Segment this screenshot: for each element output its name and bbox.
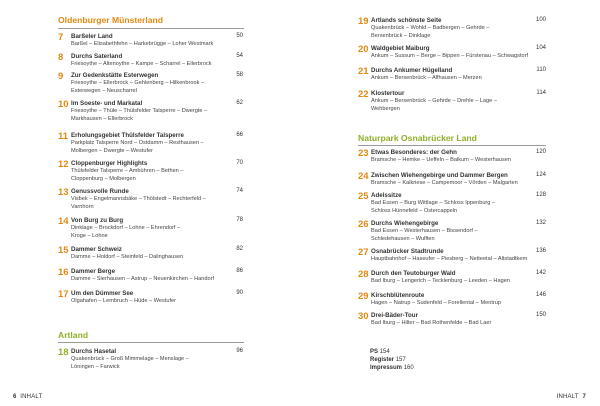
toc-entry-title: Kirschblütenroute bbox=[371, 292, 425, 299]
toc-entry-title: Dammer Berge bbox=[71, 268, 116, 275]
toc-entry-page: 82 bbox=[236, 246, 243, 252]
toc-entry-number: 21 bbox=[358, 66, 369, 77]
toc-entry-page: 100 bbox=[535, 17, 546, 23]
toc-entry-route: Ankum – Bersenbrück – Gehrde – Drehle – Lage – bbox=[371, 98, 497, 104]
toc-entry-number: 7 bbox=[58, 32, 64, 43]
footer-right bbox=[557, 394, 586, 400]
index-impressum-label: Impressum bbox=[370, 365, 403, 371]
toc-entry-route: Damme – Holdorf – Steinfeld – Dalinghausen bbox=[71, 254, 184, 260]
index-ps-label: PS bbox=[370, 349, 379, 355]
toc-entry-route: Damme – Sierhausen – Astrup – Neuenkirchen – Handorf bbox=[71, 276, 215, 282]
toc-entry-number: 23 bbox=[358, 148, 369, 159]
section-rule bbox=[58, 28, 244, 29]
toc-entry-page: 128 bbox=[535, 192, 546, 198]
toc-entry-page: 66 bbox=[236, 132, 243, 138]
toc-entry-number: 10 bbox=[58, 99, 69, 110]
toc-entry-page: 74 bbox=[236, 188, 243, 194]
toc-entry-title: Osnabrücker Stadtrunde bbox=[371, 248, 444, 255]
toc-entry-number: 18 bbox=[58, 347, 69, 358]
toc-entry-page: 114 bbox=[536, 90, 546, 96]
toc-entry-number: 17 bbox=[58, 289, 69, 300]
toc-entry-title: Erholungsgebiet Thülsfelder Talsperre bbox=[71, 132, 184, 139]
section-title-naturpark: Naturpark Osnabrücker Land bbox=[358, 133, 477, 143]
toc-entry-title: Artlands schönste Seite bbox=[371, 17, 442, 24]
toc-entry-title: Drei-Bäder-Tour bbox=[371, 312, 418, 319]
toc-entry-title: Klostertour bbox=[371, 90, 405, 97]
section-title-oldenburger: Oldenburger Münsterland bbox=[58, 15, 164, 25]
toc-entry-number: 13 bbox=[58, 187, 69, 198]
index-register-label: Register bbox=[370, 357, 395, 363]
toc-entry-title: Zwischen Wiehengebirge und Dammer Bergen bbox=[371, 172, 508, 179]
toc-entry-page: 104 bbox=[535, 45, 546, 51]
toc-entry-page: 146 bbox=[535, 292, 546, 298]
toc-entry-page: 58 bbox=[236, 72, 243, 78]
toc-entry-route: Schledehausen – Wulften bbox=[371, 236, 435, 242]
toc-entry-number: 20 bbox=[358, 44, 369, 55]
toc-entry-number: 27 bbox=[358, 247, 369, 258]
toc-entry-title: Durchs Wiehengebirge bbox=[371, 220, 439, 227]
toc-entry-title: Im Soeste- und Markatal bbox=[71, 100, 143, 107]
toc-entry-title: Durchs Saterland bbox=[71, 53, 123, 60]
toc-entry-route: Cloppenburg – Molbergen bbox=[71, 176, 136, 182]
toc-entry-route: Bad Essen – Burg Wittlage – Schloss Ippenburg – bbox=[371, 200, 496, 206]
toc-entry-route: Barßel – Elisabethfehn – Harkebrügge – Loher Westmark bbox=[71, 41, 214, 47]
footer-page-number: 6 bbox=[13, 394, 17, 400]
toc-entry-page: 54 bbox=[236, 53, 243, 59]
toc-entry-route: Friesoythe – Ellerbrock – Gehlenberg – Hilkenbrook – bbox=[71, 80, 205, 86]
toc-entry-title: Barßeler Land bbox=[71, 33, 113, 40]
toc-entry-route: Varnhorn bbox=[71, 204, 94, 210]
toc-entry-route: Bersenbrück – Dinklage bbox=[371, 33, 431, 39]
toc-entry-route: Hauptbahnhof – Haseufer – Piesberg – Netteetal – Altstadtkern bbox=[371, 256, 528, 262]
index-impressum[interactable] bbox=[370, 365, 414, 371]
toc-entry-route: Olgahafen – Lembruch – Hüde – Westufer bbox=[71, 298, 176, 304]
toc-entry-page: 136 bbox=[535, 248, 546, 254]
toc-entry-route: Thülsfelder Talsperre – Ambühren – Bethen – bbox=[71, 168, 184, 174]
toc-entry-page: 142 bbox=[535, 270, 546, 276]
toc-entry-route: Bad Essen – Westerhausen – Bissendorf – bbox=[371, 228, 478, 234]
index-ps[interactable] bbox=[370, 349, 390, 355]
toc-entry-route: Markhausen – Ellerbrock bbox=[71, 116, 133, 122]
toc-entry-title: Waldgebiet Maiburg bbox=[371, 45, 430, 52]
toc-entry-route: Quakenbrück – Wohld – Badbergen – Gehrde – bbox=[371, 25, 490, 31]
toc-entry-route: Visbek – Engelmannsbäke – Thölstedt – Rechterfeld – bbox=[71, 196, 206, 202]
toc-entry-page: 50 bbox=[236, 33, 243, 39]
toc-entry-route: Bramsche – Hemke – Ueffeln – Balkum – Westerhausen bbox=[371, 157, 512, 163]
footer-left bbox=[13, 394, 42, 400]
toc-entry-page: 70 bbox=[236, 160, 243, 166]
toc-entry-number: 29 bbox=[358, 291, 369, 302]
toc-entry-title: Cloppenburger Highlights bbox=[71, 160, 148, 167]
toc-entry-number: 24 bbox=[358, 171, 369, 182]
toc-entry-number: 9 bbox=[58, 71, 64, 82]
toc-entry-number: 25 bbox=[358, 191, 369, 202]
toc-entry-number: 11 bbox=[58, 131, 69, 142]
toc-entry-route: Wehbergen bbox=[371, 106, 400, 112]
toc-entry-route: Molbergen – Dwergte – Westufer bbox=[71, 148, 153, 154]
toc-entry-page: 120 bbox=[535, 149, 546, 155]
toc-entry-number: 28 bbox=[358, 269, 369, 280]
toc-entry-title: Zur Gedenkstätte Esterwegen bbox=[71, 72, 159, 79]
toc-entry-route: Kroge – Lohne bbox=[71, 233, 108, 239]
toc-entry-route: Ankum – Sussum – Berge – Bippen – Fürstenau – Schwagstorf bbox=[371, 53, 529, 59]
toc-entry-page: 78 bbox=[236, 217, 243, 223]
toc-entry-route: Esterwegen – Neuscharrel bbox=[71, 88, 137, 94]
section-rule bbox=[58, 342, 244, 343]
toc-entry-title: Um den Dümmer See bbox=[71, 290, 134, 297]
toc-entry-route: Bad Iburg – Hilter – Bad Rothenfelde – Bad Laer bbox=[371, 320, 492, 326]
toc-entry-title: Adelssitze bbox=[371, 192, 402, 199]
toc-entry-route: Hagen – Natrup – Sudenfeld – Forellental – Mentrup bbox=[371, 300, 501, 306]
toc-entry-route: Parkplatz Talsperre Nord – Ostdamm – Resthausen – bbox=[71, 140, 204, 146]
toc-entry-title: Durchs Ankumer Hügelland bbox=[371, 67, 453, 74]
toc-entry-page: 62 bbox=[236, 100, 243, 106]
toc-entry-page: 110 bbox=[536, 67, 546, 73]
toc-entry-title: Durchs Hasetal bbox=[71, 348, 117, 355]
toc-entry-route: Quakenbrück – Groß Mimmelage – Menslage – bbox=[71, 356, 189, 362]
toc-entry-page: 86 bbox=[236, 268, 243, 274]
footer-label: INHALT bbox=[556, 394, 579, 400]
toc-entry-number: 16 bbox=[58, 267, 69, 278]
toc-entry-route: Ankum – Bersenbrück – Alfhausen – Merzen bbox=[371, 75, 482, 81]
toc-entry-number: 22 bbox=[358, 89, 369, 100]
toc-entry-page: 96 bbox=[236, 348, 243, 354]
toc-entry-route: Dinklage – Brockdorf – Lohne – Ehrendorf – bbox=[71, 225, 181, 231]
toc-entry-title: Dammer Schweiz bbox=[71, 246, 122, 253]
toc-entry-title: Etwas Besonderes: der Gehn bbox=[371, 149, 457, 156]
toc-entry-page: 90 bbox=[236, 290, 243, 296]
footer-page-number: 7 bbox=[582, 394, 586, 400]
index-ps-page: 154 bbox=[379, 349, 390, 355]
toc-entry-number: 8 bbox=[58, 52, 64, 63]
toc-entry-page: 132 bbox=[535, 220, 546, 226]
toc-entry-route: Löningen – Farwick bbox=[71, 364, 120, 370]
toc-entry-number: 15 bbox=[58, 245, 69, 256]
index-register-page: 157 bbox=[395, 357, 406, 363]
toc-entry-route: Bad Iburg – Lengerich – Tecklenburg – Leeden – Hagen bbox=[371, 278, 510, 284]
toc-entry-route: Bramsche – Kalkriese – Campemoor – Vörden – Malgarten bbox=[371, 180, 518, 186]
toc-entry-number: 30 bbox=[358, 311, 369, 322]
toc-entry-page: 124 bbox=[535, 172, 546, 178]
toc-entry-number: 14 bbox=[58, 216, 69, 227]
index-register[interactable] bbox=[370, 357, 406, 363]
toc-entry-route: Friesoythe – Altenoythe – Kampe – Scharrel – Ellerbrock bbox=[71, 61, 212, 67]
toc-entry-number: 19 bbox=[358, 16, 369, 27]
toc-entry-route: Friesoythe – Thüle – Thülsfelder Talsperre – Dwergte – bbox=[71, 108, 208, 114]
toc-entry-title: Von Burg zu Burg bbox=[71, 217, 124, 224]
toc-entry-title: Genussvolle Runde bbox=[71, 188, 129, 195]
toc-entry-title: Durch den Teutoburger Wald bbox=[371, 270, 456, 277]
section-title-artland: Artland bbox=[58, 330, 89, 340]
toc-entry-number: 26 bbox=[358, 219, 369, 230]
index-impressum-page: 160 bbox=[403, 365, 414, 371]
toc-entry-number: 12 bbox=[58, 159, 69, 170]
toc-entry-route: Schloss Hünnefeld – Ostercappeln bbox=[371, 208, 458, 214]
toc-entry-page: 150 bbox=[535, 312, 546, 318]
section-rule bbox=[358, 145, 546, 146]
footer-label: INHALT bbox=[20, 394, 43, 400]
